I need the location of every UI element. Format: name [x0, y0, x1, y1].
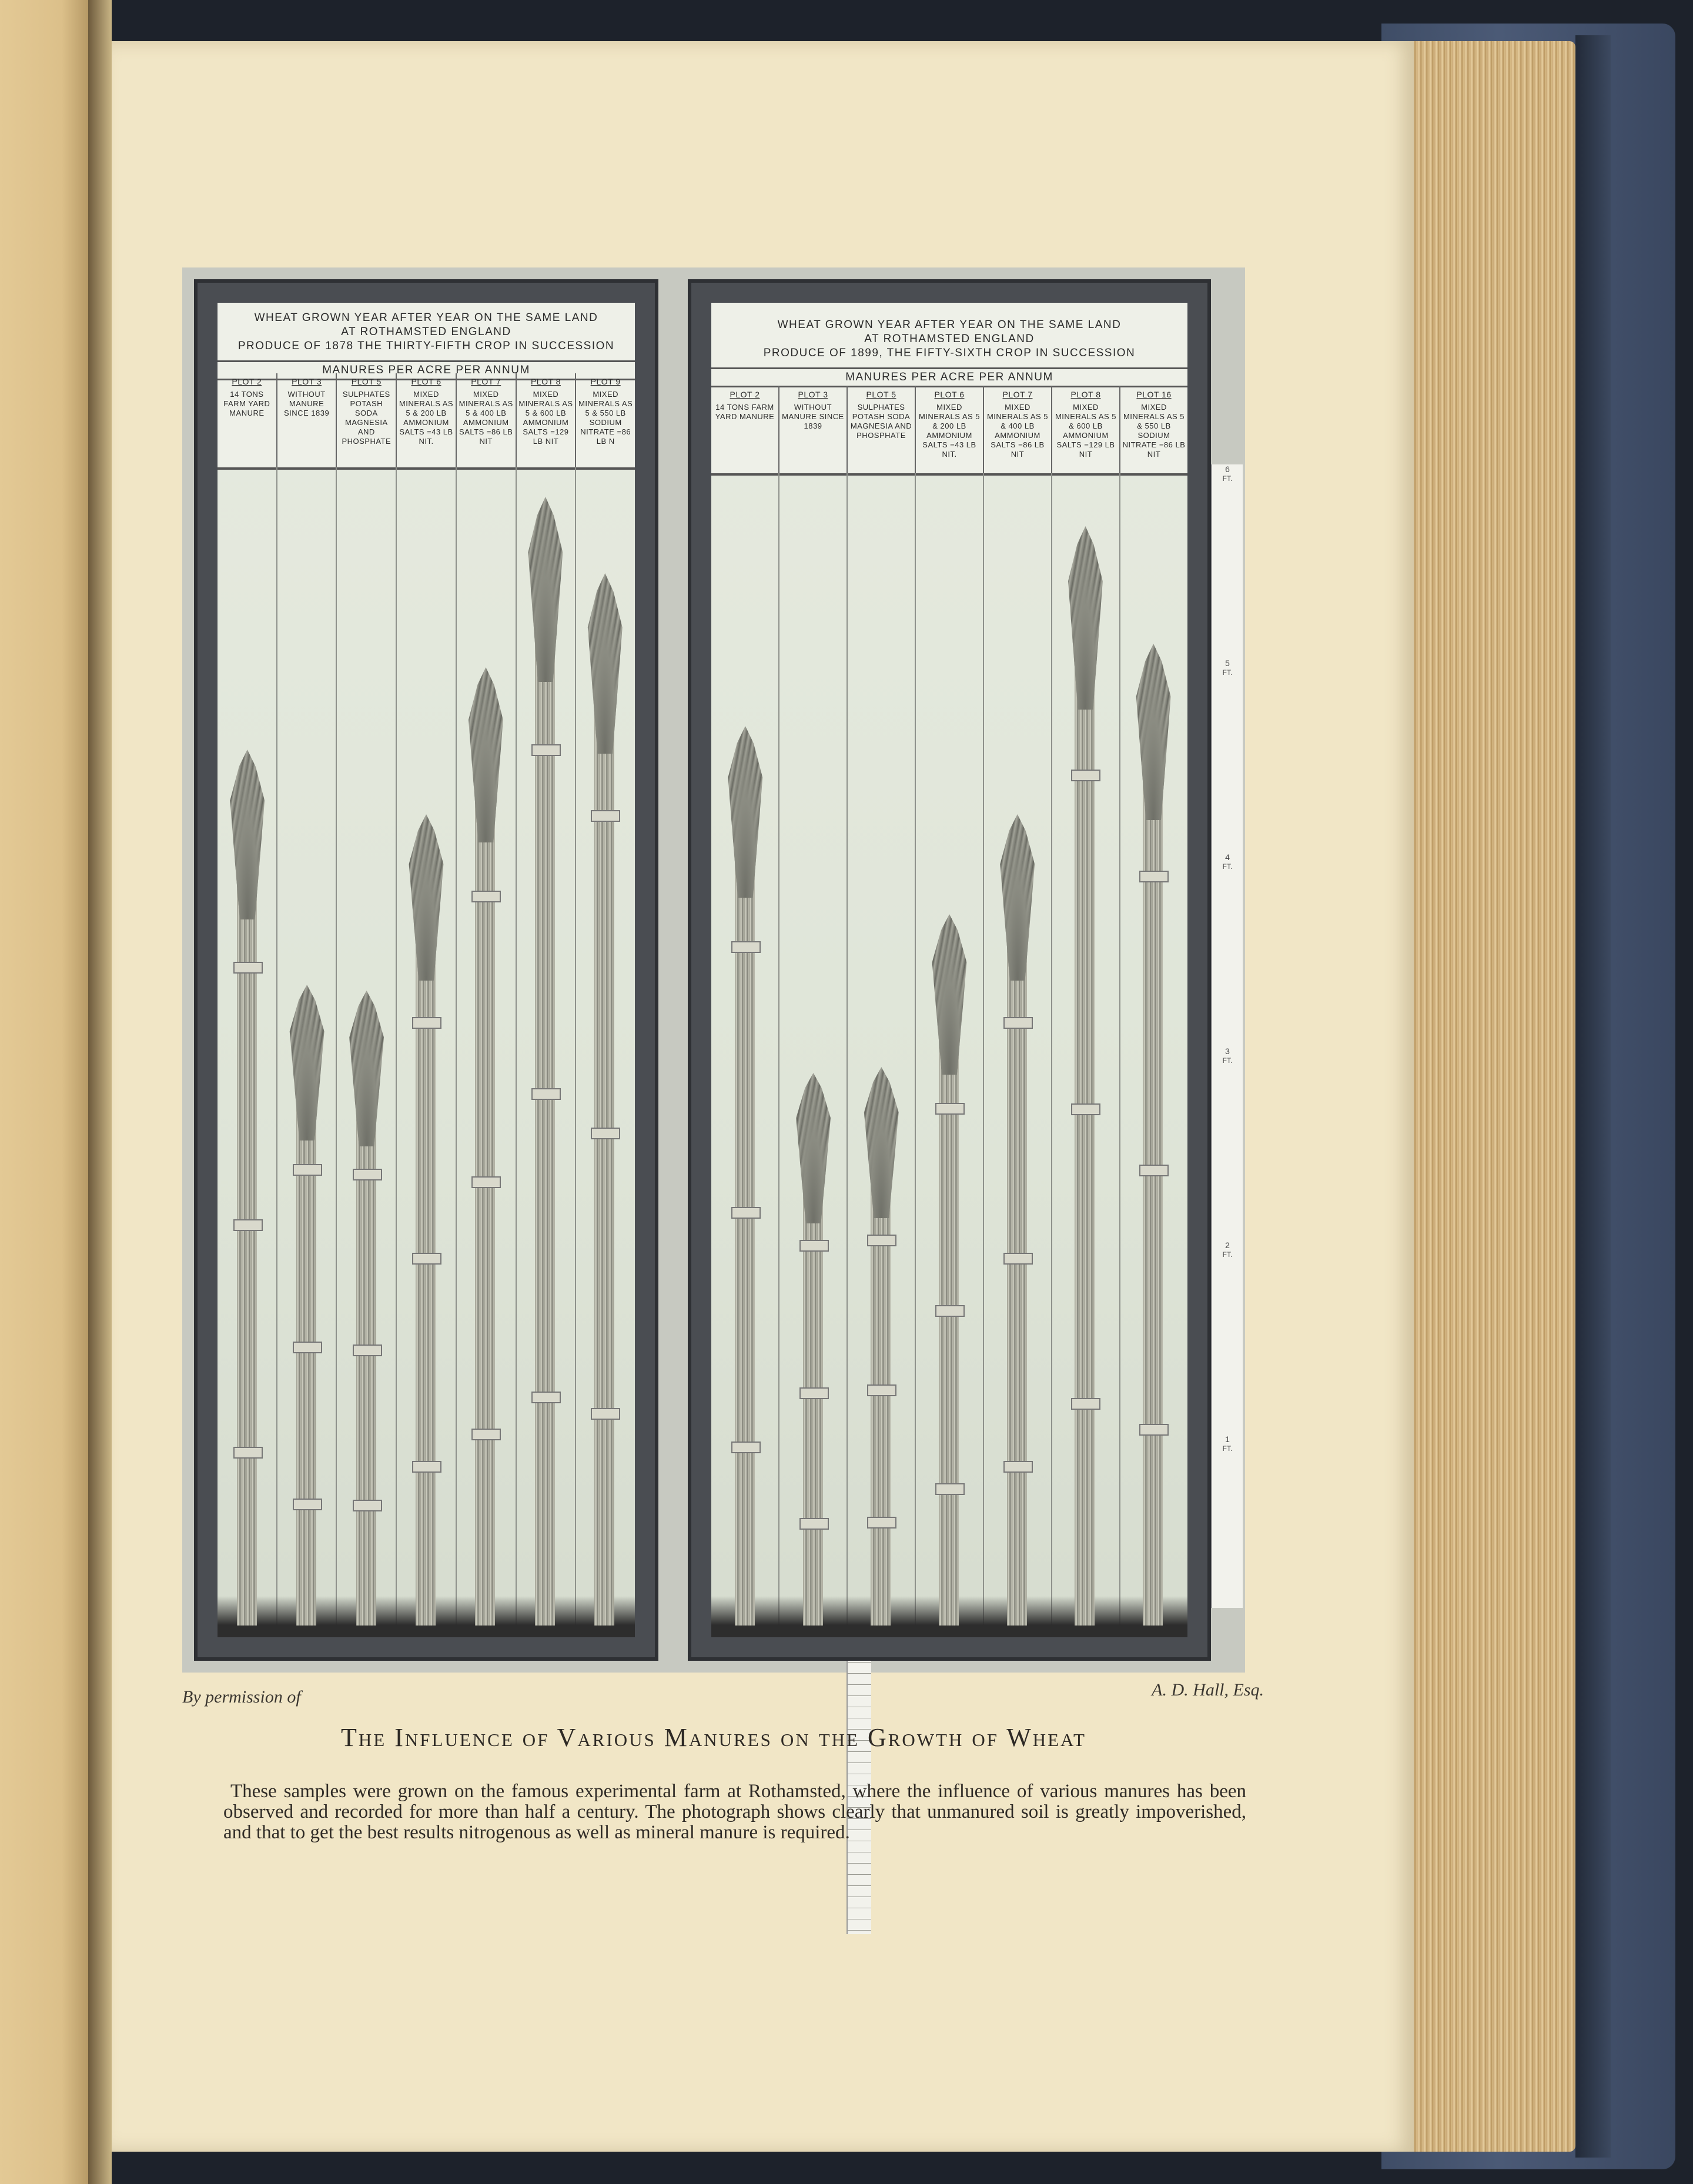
ruler-mark-1ft: 1 FT. — [1222, 1434, 1233, 1453]
credit-right: A. D. Hall, Esq. — [1152, 1680, 1264, 1700]
photo-plate — [182, 267, 1245, 1673]
wheat-bundle — [858, 1067, 905, 1626]
wheat-bundle — [462, 667, 509, 1626]
wheat-bundle — [581, 573, 628, 1626]
right-case-board — [711, 303, 1187, 1637]
left-col-plot-8: PLOT 8 MIXED MINERALS AS 5 & 600 LB AMMONIUM SALTS =129 LB NIT — [517, 373, 577, 467]
left-display-case — [194, 279, 658, 1661]
right-col-plot-6: PLOT 6 MIXED MINERALS AS 5 & 200 LB AMMONIUM SALTS =43 LB NIT. — [916, 386, 984, 473]
right-col-plot-7: PLOT 7 MIXED MINERALS AS 5 & 400 LB AMMONIUM SALTS =86 LB NIT — [984, 386, 1052, 473]
left-card-title — [218, 303, 635, 360]
right-col-plot-16: PLOT 16 MIXED MINERALS AS 5 & 550 LB SODIUM NITRATE =86 LB NIT — [1122, 390, 1186, 459]
left-label-card — [218, 303, 635, 470]
right-col-plot-5: PLOT 5 SULPHATES POTASH SODA MAGNESIA AND PHOSPHATE — [848, 386, 916, 473]
left-column-headers — [218, 373, 635, 467]
right-card-title — [711, 303, 1187, 367]
wheat-bundle — [722, 726, 769, 1626]
right-col-plot-8: PLOT 8 MIXED MINERALS AS 5 & 600 LB AMMONIUM SALTS =129 LB NIT — [1052, 386, 1120, 473]
ruler-mark-3ft: 3 FT. — [1222, 1046, 1233, 1065]
wheat-bundle — [790, 1073, 837, 1626]
right-display-case — [688, 279, 1211, 1661]
wheat-bundle — [926, 914, 973, 1626]
right-label-card — [711, 303, 1187, 476]
ruler-mark-2ft: 2 FT. — [1222, 1240, 1233, 1259]
wheat-bundle — [224, 750, 271, 1626]
left-page — [0, 0, 88, 2184]
wheat-bundle — [994, 814, 1041, 1626]
book-gutter — [88, 0, 112, 2184]
right-title-line-1: WHEAT GROWN YEAR AFTER YEAR ON THE SAME LAND — [777, 319, 1122, 331]
left-col-plot-3: PLOT 3 WITHOUT MANURE SINCE 1839 — [277, 373, 337, 467]
left-col-plot-9: PLOT 9 MIXED MINERALS AS 5 & 550 LB SODIUM NITRATE =86 LB N — [578, 377, 633, 446]
plate-title: The Influence of Various Manures on the Growth of Wheat — [341, 1723, 1086, 1752]
page-edges — [1405, 41, 1575, 2152]
plate-description: These samples were grown on the famous experimental farm at Rothamsted, where the influence of various manures has been observed and recorded for more than half a century. The photograph shows clearly that unmanured soil is greatly impoverished, and that to get the best results nitrogenous as well as mineral manure is required. — [223, 1781, 1246, 1843]
left-manures-heading: MANURES PER ACRE PER ANNUM — [218, 360, 635, 380]
ruler-mark-4ft: 4 FT. — [1222, 852, 1233, 871]
wheat-bundle — [522, 497, 569, 1626]
left-case-board — [218, 303, 635, 1637]
cover-edge — [1575, 35, 1611, 2158]
credit-left: By permission of — [182, 1687, 301, 1707]
left-title-line-3: PRODUCE OF 1878 THE THIRTY-FIFTH CROP IN SUCCESSION — [237, 340, 615, 352]
left-col-plot-5: PLOT 5 SULPHATES POTASH SODA MAGNESIA AND PHOSPHATE — [337, 373, 397, 467]
right-title-line-2: AT ROTHAMSTED ENGLAND — [864, 333, 1035, 345]
left-col-plot-2: PLOT 2 14 TONS FARM YARD MANURE — [218, 373, 277, 467]
left-col-plot-7: PLOT 7 MIXED MINERALS AS 5 & 400 LB AMMONIUM SALTS =86 LB NIT — [457, 373, 517, 467]
right-col-plot-2: PLOT 2 14 TONS FARM YARD MANURE — [711, 386, 779, 473]
height-ruler — [1211, 464, 1243, 1608]
wheat-bundle — [1062, 526, 1109, 1626]
wheat-bundle — [403, 814, 450, 1626]
right-title-line-3: PRODUCE OF 1899, THE FIFTY-SIXTH CROP IN SUCCESSION — [763, 347, 1136, 359]
ruler-mark-5ft: 5 FT. — [1222, 658, 1233, 677]
wheat-bundle — [283, 985, 330, 1626]
wheat-bundle — [1130, 644, 1177, 1626]
wheat-bundle — [343, 991, 390, 1626]
right-manures-heading: MANURES PER ACRE PER ANNUM — [711, 367, 1187, 387]
ruler-mark-6ft: 6 FT. — [1222, 464, 1233, 483]
left-title-line-2: AT ROTHAMSTED ENGLAND — [341, 326, 511, 338]
left-title-line-1: WHEAT GROWN YEAR AFTER YEAR ON THE SAME LAND — [254, 312, 598, 324]
left-col-plot-6: PLOT 6 MIXED MINERALS AS 5 & 200 LB AMMONIUM SALTS =43 LB NIT. — [397, 373, 457, 467]
right-column-headers — [711, 386, 1187, 473]
right-col-plot-3: PLOT 3 WITHOUT MANURE SINCE 1839 — [779, 386, 848, 473]
